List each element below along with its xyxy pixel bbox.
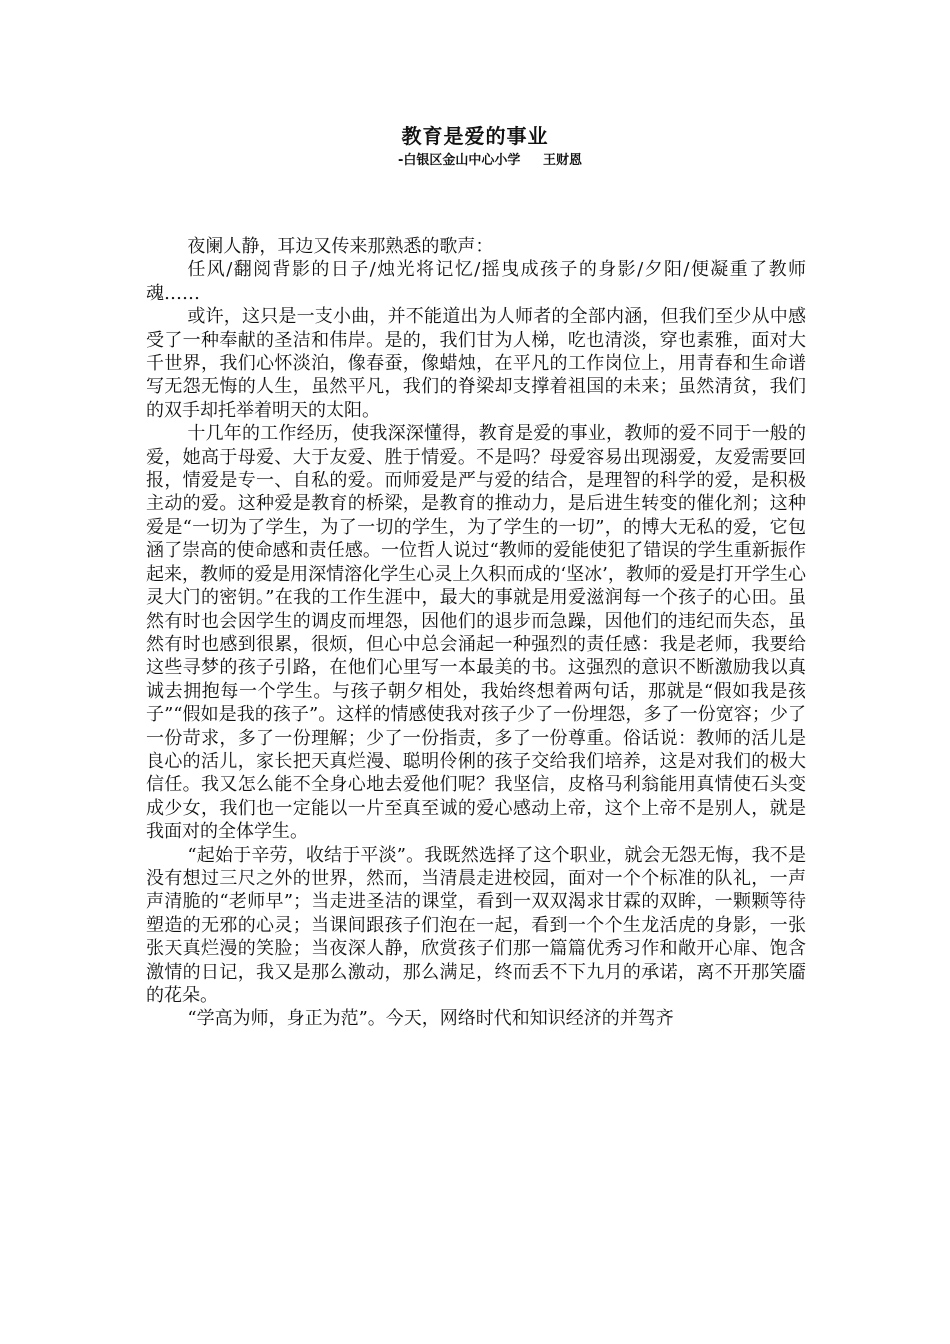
document-body [146,235,806,1031]
paragraph-2: 任风/翻阅背影的日子/烛光将记忆/摇曳成孩子的身影/夕阳/便凝重了教师魂…… [146,259,806,304]
document-byline: -白银区金山中心小学 王财恩 [397,153,583,168]
paragraph-5: “起始于辛劳，收结于平淡”。我既然选择了这个职业，就会无怨无悔，我不是没有想过三尺之外的世界，然而，当清晨走进校园，面对一个个标准的队礼，一声声清脆的“老师早”；当走进圣洁的课堂，看到一双双渴求甘霖的双眸，一颗颗等待塑造的无邪的心灵；当课间跟孩子们泡在一起，看到一个个生龙活虎的身影，一张张天真烂漫的笑脸；当夜深人静，欣赏孩子们那一篇篇优秀习作和敞开心扉、饱含激情的日记，我又是那么激动，那么满足，终而丢不下九月的承诺，离不开那笑靥的花朵。 [146,844,806,1006]
paragraph-4: 十几年的工作经历，使我深深懂得，教育是爱的事业，教师的爱不同于一般的爱，她高于母爱、大于友爱、胜于情爱。不是吗？母爱容易出现溺爱，友爱需要回报，情爱是专一、自私的爱。而师爱是严与爱的结合，是理智的科学的爱，是积极主动的爱。这种爱是教育的桥梁，是教育的推动力，是后进生转变的催化剂；这种爱是“一切为了学生，为了一切的学生，为了学生的一切”，的博大无私的爱，它包涵了崇高的使命感和责任感。一位哲人说过“教师的爱能使犯了错误的学生重新振作起来，教师的爱是用深情溶化学生心灵上久积而成的‘坚冰’，教师的爱是打开学生心灵大门的密钥。”在我的工作生涯中，最大的事就是用爱滋润每一个孩子的心田。虽然有时也会因学生的调皮而埋怨，因他们的退步而急躁，因他们的违纪而失态，虽然有时也感到很累，很烦，但心中总会涌起一种强烈的责任感：我是老师，我要给这些寻梦的孩子引路，在他们心里写一本最美的书。这强烈的意识不断激励我以真诚去拥抱每一个学生。与孩子朝夕相处，我始终想着两句话，那就是“假如我是孩子”“假如是我的孩子”。这样的情感使我对孩子少了一份埋怨，多了一份宽容；少了一份苛求，多了一份理解；少了一份指责，多了一份尊重。俗话说：教师的活儿是良心的活儿，家长把天真烂漫、聪明伶俐的孩子交给我们培养，这是对我们的极大信任。我又怎么能不全身心地去爱他们呢？我坚信，皮格马利翁能用真情使石头变成少女，我们也一定能以一片至真至诚的爱心感动上帝，这个上帝不是别人，就是我面对的全体学生。 [146,423,806,843]
document-title: 教育是爱的事业 [401,124,549,148]
paragraph-1: 夜阑人静，耳边又传来那熟悉的歌声： [187,236,494,257]
paragraph-6: “学高为师，身正为范”。今天，网络时代和知识经济的并驾齐 [187,1008,674,1030]
paragraph-3: 或许，这只是一支小曲，并不能道出为人师者的全部内涵，但我们至少从中感受了一种奉献的圣洁和伟岸。是的，我们甘为人梯，吃也清淡，穿也素雅，面对大千世界，我们心怀淡泊，像春蚕，像蜡烛，在平凡的工作岗位上，用青春和生命谱写无怨无悔的人生，虽然平凡，我们的脊梁却支撑着祖国的未来；虽然清贫，我们的双手却托举着明天的太阳。 [146,306,806,421]
